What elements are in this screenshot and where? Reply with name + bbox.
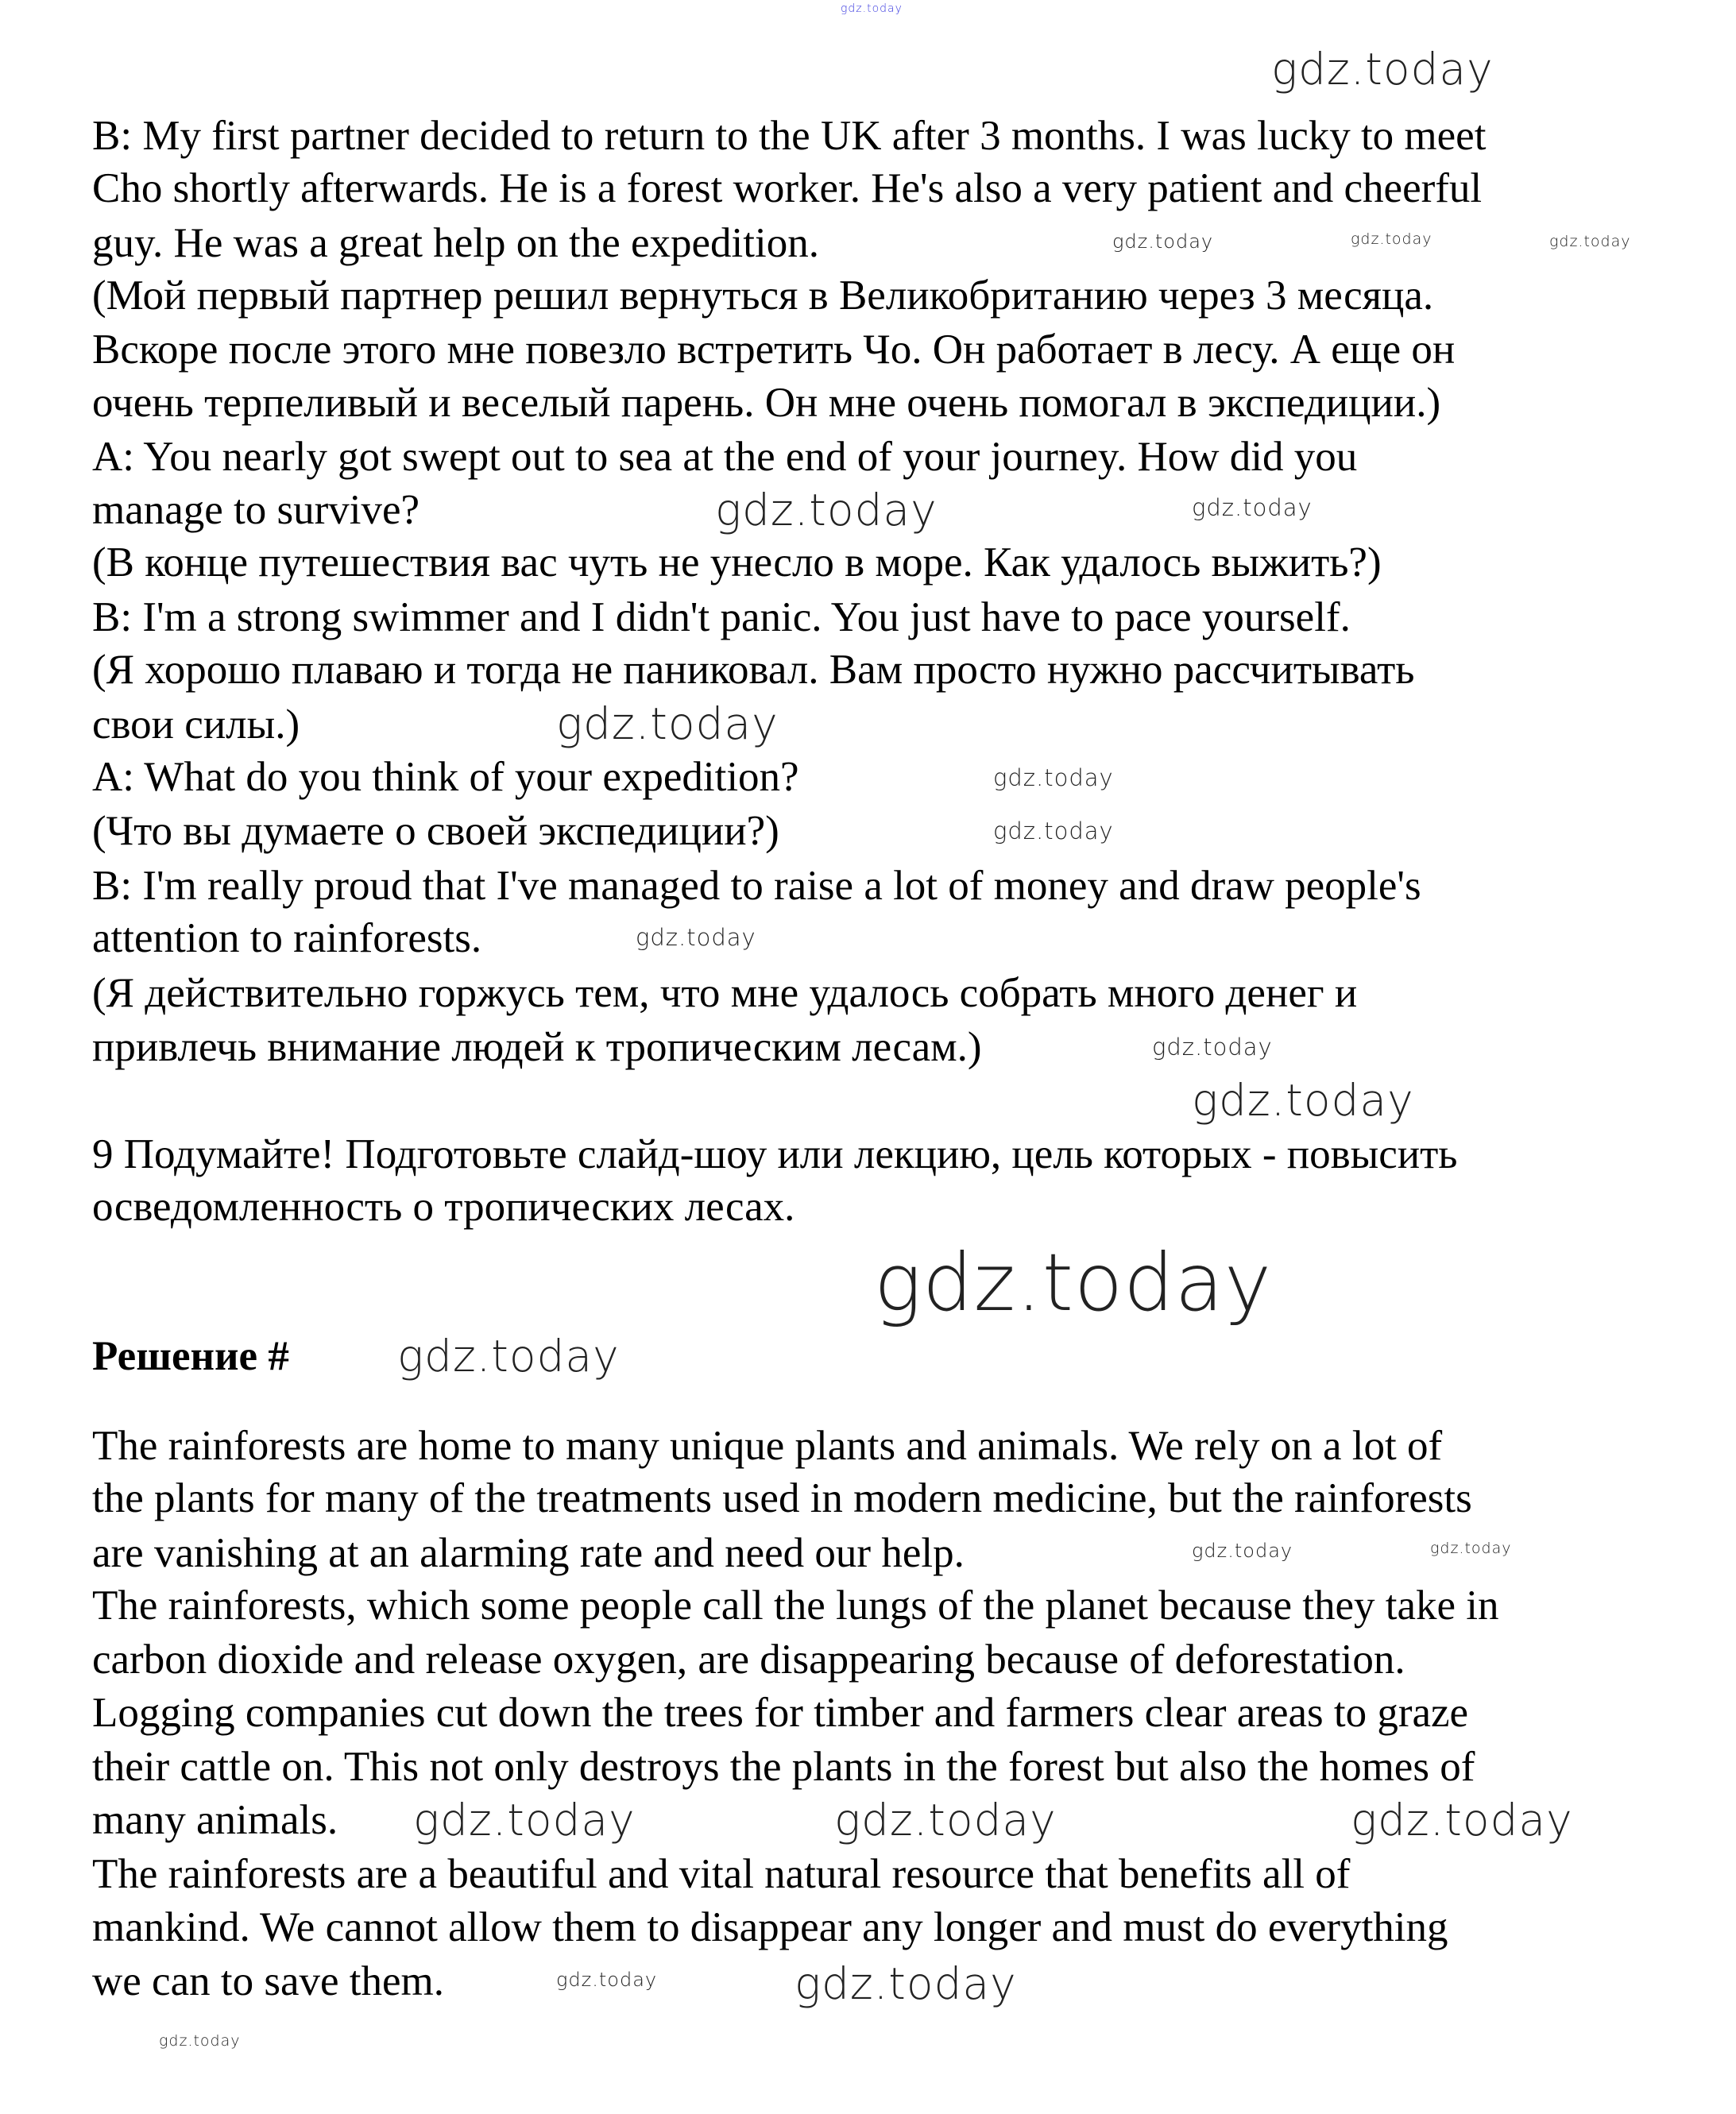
watermark: gdz.today bbox=[1549, 233, 1631, 250]
solution-line: many animals. bbox=[92, 1797, 338, 1843]
dialogue-line: (В конце путешествия вас чуть не унесло в море. Как удалось выжить?) bbox=[92, 539, 1382, 586]
dialogue-line: manage to survive? bbox=[92, 487, 420, 533]
task-line: 9 Подумайте! Подготовьте слайд-шоу или лекцию, цель которых - повысить bbox=[92, 1131, 1458, 1177]
watermark: gdz.today bbox=[1271, 44, 1494, 95]
dialogue-line: attention to rainforests. bbox=[92, 915, 482, 961]
dialogue-line: очень терпеливый и веселый парень. Он мне очень помогал в экспедиции.) bbox=[92, 380, 1441, 426]
dialogue-line: A: What do you think of your expedition? bbox=[92, 754, 799, 800]
dialogue-line: B: I'm a strong swimmer and I didn't panic. You just have to pace yourself. bbox=[92, 594, 1351, 640]
solution-line: The rainforests are a beautiful and vital natural resource that benefits all of bbox=[92, 1851, 1351, 1897]
watermark: gdz.today bbox=[993, 817, 1114, 844]
watermark: gdz.today bbox=[1430, 1540, 1512, 1557]
dialogue-line: (Я хорошо плаваю и тогда не паниковал. Вам просто нужно рассчитывать bbox=[92, 647, 1415, 693]
solution-line: are vanishing at an alarming rate and need our help. bbox=[92, 1530, 965, 1576]
watermark: gdz.today bbox=[1192, 1540, 1293, 1562]
watermark: gdz.today bbox=[834, 1795, 1057, 1845]
solution-line: we can to save them. bbox=[92, 1958, 444, 2004]
header-watermark: gdz.today bbox=[841, 2, 903, 15]
dialogue-line: Cho shortly afterwards. He is a forest worker. He's also a very patient and cheerful bbox=[92, 165, 1483, 211]
watermark: gdz.today bbox=[413, 1795, 636, 1845]
solution-line: the plants for many of the treatments used in modern medicine, but the rainforests bbox=[92, 1475, 1472, 1521]
watermark: gdz.today bbox=[159, 2032, 241, 2050]
watermark: gdz.today bbox=[993, 764, 1114, 791]
solution-heading: Решение # bbox=[92, 1333, 289, 1379]
watermark: gdz.today bbox=[1112, 230, 1214, 253]
watermark: gdz.today bbox=[1351, 1795, 1573, 1845]
solution-line: The rainforests are home to many unique plants and animals. We rely on a lot of bbox=[92, 1423, 1443, 1469]
solution-line: Logging companies cut down the trees for timber and farmers clear areas to graze bbox=[92, 1690, 1469, 1736]
dialogue-line: (Мой первый партнер решил вернуться в Великобританию через 3 месяца. bbox=[92, 272, 1434, 319]
watermark: gdz.today bbox=[397, 1331, 620, 1382]
dialogue-line: B: My first partner decided to return to the UK after 3 months. I was lucky to meet bbox=[92, 113, 1487, 159]
task-line: осведомленность о тропических лесах. bbox=[92, 1184, 795, 1230]
dialogue-line: (Я действительно горжусь тем, что мне удалось собрать много денег и bbox=[92, 970, 1358, 1016]
watermark: gdz.today bbox=[1351, 230, 1432, 248]
dialogue-line: guy. He was a great help on the expedition. bbox=[92, 220, 819, 266]
watermark: gdz.today bbox=[1152, 1034, 1273, 1061]
dialogue-line: свои силы.) bbox=[92, 701, 300, 748]
solution-line: The rainforests, which some people call the lungs of the planet because they take in bbox=[92, 1583, 1499, 1629]
dialogue-line: привлечь внимание людей к тропическим лесам.) bbox=[92, 1024, 982, 1070]
watermark: gdz.today bbox=[715, 485, 938, 535]
dialogue-line: A: You nearly got swept out to sea at the end of your journey. How did you bbox=[92, 434, 1358, 480]
watermark: gdz.today bbox=[795, 1958, 1017, 2009]
solution-line: carbon dioxide and release oxygen, are disappearing because of deforestation. bbox=[92, 1637, 1405, 1683]
dialogue-line: B: I'm really proud that I've managed to raise a lot of money and draw people's bbox=[92, 863, 1421, 909]
watermark: gdz.today bbox=[1192, 494, 1313, 521]
dialogue-line: (Что вы думаете о своей экспедиции?) bbox=[92, 808, 779, 854]
watermark: gdz.today bbox=[636, 924, 756, 951]
watermark: gdz.today bbox=[556, 698, 779, 749]
solution-line: their cattle on. This not only destroys the plants in the forest but also the homes of bbox=[92, 1744, 1475, 1790]
watermark: gdz.today bbox=[874, 1236, 1273, 1329]
watermark: gdz.today bbox=[1192, 1075, 1414, 1126]
dialogue-line: Вскоре после этого мне повезло встретить Чо. Он работает в лесу. А еще он bbox=[92, 327, 1456, 373]
watermark: gdz.today bbox=[556, 1969, 658, 1991]
solution-line: mankind. We cannot allow them to disappear any longer and must do everything bbox=[92, 1904, 1448, 1950]
